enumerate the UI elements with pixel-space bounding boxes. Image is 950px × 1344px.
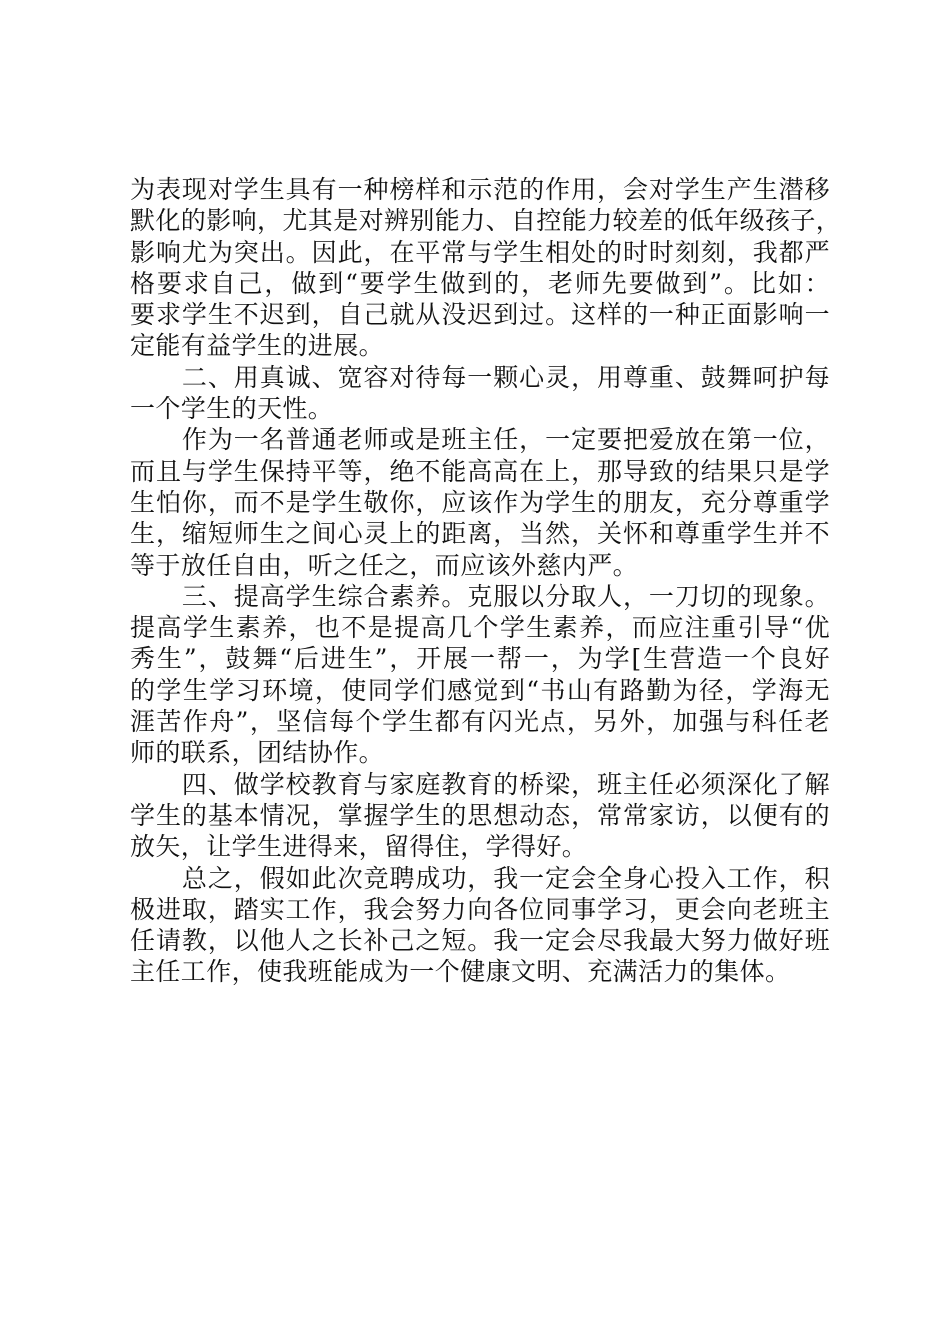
text-line: 秀生”，鼓舞“后进生”，开展一帮一，为学[生营造一个良好 [130, 644, 830, 674]
text-line: 师的联系，团结协作。 [130, 738, 385, 768]
text-line: 主任工作，使我班能成为一个健康文明、充满活力的集体。 [130, 957, 791, 987]
text-line: 学生的基本情况，掌握学生的思想动态，常常家访，以便有的 [130, 800, 830, 830]
text-line: 放矢，让学生进得来，留得住，学得好。 [130, 832, 588, 862]
text-line: 二、用真诚、宽容对待每一颗心灵，用尊重、鼓舞呵护每 [130, 362, 830, 392]
text-line: 任请教，以他人之长补己之短。我一定会尽我最大努力做好班 [130, 926, 830, 956]
paragraph-conclusion [130, 863, 830, 988]
document-body [130, 174, 842, 988]
text-line: 而且与学生保持平等，绝不能高高在上，那导致的结果只是学 [130, 456, 830, 486]
text-line: 为表现对学生具有一种榜样和示范的作用，会对学生产生潜移 [130, 175, 830, 204]
text-line: 的学生学习环境，使同学们感觉到“书山有路勤为径，学海无 [130, 675, 830, 705]
paragraph-role-model [130, 174, 842, 362]
text-line: 涯苦作舟”，坚信每个学生都有闪光点，另外，加强与科任老 [130, 707, 830, 737]
text-line: 默化的影响，尤其是对辨别能力、自控能力较差的低年级孩子， [130, 206, 842, 236]
text-line: 定能有益学生的进展。 [130, 331, 385, 361]
text-line: 生，缩短师生之间心灵上的距离，当然，关怀和尊重学生并不 [130, 519, 830, 549]
text-line: 生怕你，而不是学生敬你，应该作为学生的朋友，充分尊重学 [130, 487, 830, 517]
text-line: 等于放任自由，听之任之，而应该外慈内严。 [130, 550, 639, 580]
text-line: 格要求自己，做到“要学生做到的，老师先要做到”。比如： [130, 268, 830, 298]
text-line: 四、做学校教育与家庭教育的桥梁，班主任必须深化了解 [130, 769, 830, 799]
text-line: 要求学生不迟到，自己就从没迟到过。这样的一种正面影响一 [130, 300, 830, 330]
text-line: 三、提高学生综合素养。克服以分取人，一刀切的现象。 [130, 581, 830, 611]
paragraph-heading-four [130, 769, 830, 863]
text-line: 极进取，踏实工作，我会努力向各位同事学习，更会向老班主 [130, 894, 830, 924]
paragraph-teacher-role [130, 424, 830, 580]
text-line: 影响尤为突出。因此，在平常与学生相处的时时刻刻，我都严 [130, 237, 830, 267]
text-line: 提高学生素养，也不是提高几个学生素养，而应注重引导“优 [130, 613, 830, 643]
paragraph-heading-two [130, 362, 830, 425]
paragraph-heading-three [130, 581, 830, 769]
text-line: 一个学生的天性。 [130, 394, 334, 424]
text-line: 总之，假如此次竞聘成功，我一定会全身心投入工作，积 [130, 863, 830, 893]
text-line: 作为一名普通老师或是班主任，一定要把爱放在第一位， [130, 425, 830, 455]
